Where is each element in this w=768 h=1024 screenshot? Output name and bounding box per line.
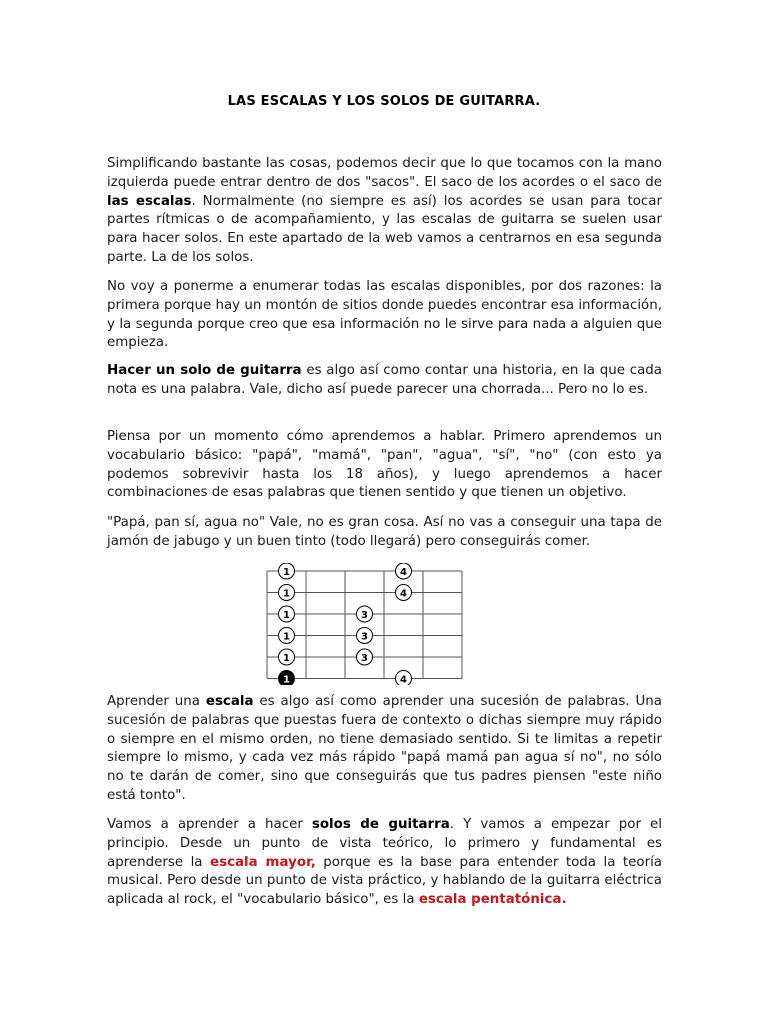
text: es algo así como aprender una sucesión de palabras. Una sucesión de palabras que puestas fuera de contexto o dichas siempre muy rápido o siempre en el mismo orden, no tiene demasiado sentido. Si te limitas a repetir siempre lo mismo, y cada vez más rápido "papá mamá pan agua sí no", no sólo no te darán de comer, sino que conseguirás que tus padres piensen "este niño está tonto". (107, 694, 662, 803)
finger-number: 1 (283, 567, 290, 578)
finger-number: 1 (283, 610, 290, 621)
highlight-text: escala pentatónica. (418, 892, 567, 908)
bold-text: las escalas (107, 193, 192, 209)
finger-number: 4 (400, 567, 407, 578)
finger-number: 3 (361, 653, 368, 664)
finger-number: 3 (361, 631, 368, 643)
paragraph-example (107, 514, 662, 552)
paragraph-learning-speech (107, 428, 662, 503)
page-title: LAS ESCALAS Y LOS SOLOS DE GUITARRA. (227, 94, 541, 109)
text: "Papá, pan sí, agua no" Vale, no es gran cosa. Así no vas a conseguir una tapa de jamón de jabugo y un buen tinto (todo llegará) pero conseguirás comer. (107, 515, 662, 549)
finger-number: 1 (283, 674, 290, 685)
text: es algo así como contar una historia, en la que cada nota es una palabra. Vale, dicho así puede parecer una chorrada... Pero no lo es. (107, 363, 662, 397)
finger-number: 3 (361, 610, 368, 621)
text: Aprender una (107, 694, 206, 709)
finger-number: 1 (283, 588, 290, 600)
highlight-text: escala mayor, (210, 854, 316, 870)
text: Vamos a aprender a hacer (107, 817, 312, 832)
paragraph-intro (107, 155, 662, 268)
text: Piensa por un momento cómo aprendemos a hablar. Primero aprendemos un vocabulario básico: "papá", "mamá", "pan", "agua", "sí", "no" (con esto ya podemos sobrevivir hasta los 18 años), y luego aprendemos a hacer combinaciones de esas palabras que tienen sentido y que tienen un objetivo. (107, 429, 662, 501)
bold-text: solos de guitarra (311, 817, 450, 832)
finger-number: 1 (283, 653, 290, 664)
finger-number: 1 (283, 631, 290, 643)
paragraph-scale (107, 693, 662, 806)
paragraph-pentatonic (107, 816, 662, 910)
paragraph-reasons (107, 278, 662, 353)
bold-text: Hacer un solo de guitarra (107, 363, 302, 378)
paragraph-solo-story (107, 362, 662, 400)
text: . Normalmente (no siempre es así) los acordes se usan para tocar partes rítmicas o de acompañamiento, y las escalas de guitarra se suelen usar para hacer solos. En este apartado de la web vamos a centrarnos en esa segunda parte. La de los solos. (107, 193, 662, 265)
text: . Y vamos a empezar por el principio. Desde un punto de vista teórico, lo primero y fundamental es aprenderse la (107, 817, 662, 870)
finger-number: 4 (400, 588, 407, 600)
text: porque es la base para entender toda la teoría musical. Pero desde un punto de vista práctico, y hablando de la guitarra eléctrica aplicada al rock, el "vocabulario básico", es la (107, 854, 663, 908)
text: Simplificando bastante las cosas, podemos decir que lo que tocamos con la mano izquierda puede entrar dentro de dos "sacos". El saco de los acordes o el saco de (107, 156, 662, 190)
bold-text: escala (205, 694, 254, 709)
finger-number: 4 (400, 674, 407, 685)
scale-fretboard-diagram (266, 563, 502, 685)
text: No voy a ponerme a enumerar todas las escalas disponibles, por dos razones: la primera porque hay un montón de sitios donde puedes encontrar esa información, y la segunda porque creo que esa información no le sirve para nada a alguien que empieza. (107, 279, 662, 351)
